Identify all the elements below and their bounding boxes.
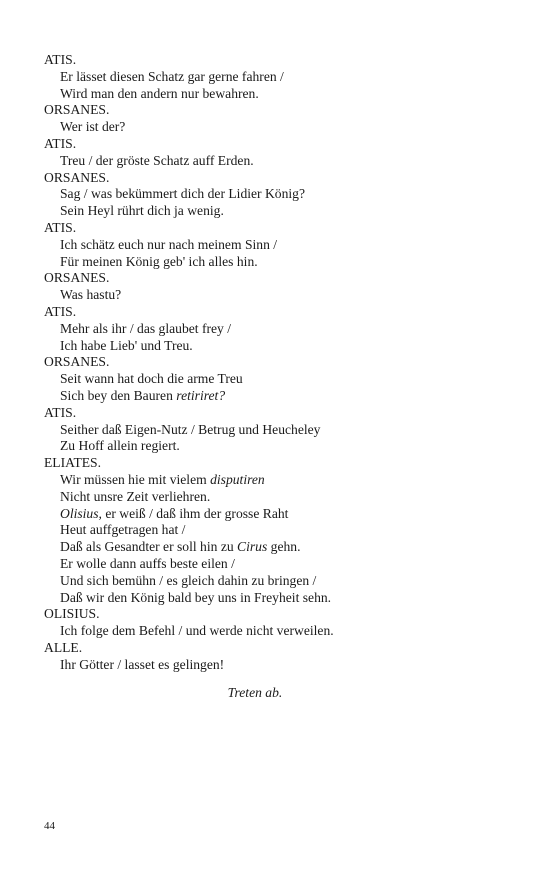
text-run: Und sich bemühn / es gleich dahin zu bringen /: [60, 572, 317, 588]
text-run: ORSANES.: [44, 169, 110, 185]
speaker-name: [44, 640, 514, 657]
verse-line: [44, 438, 514, 455]
verse-line: [44, 556, 514, 573]
speaker-name: [44, 136, 514, 153]
text-run: gehn.: [267, 539, 301, 555]
verse-line: [44, 153, 514, 170]
text-run: Was hastu?: [60, 287, 122, 303]
verse-line: [44, 203, 514, 220]
text-run: Nicht unsre Zeit verliehren.: [60, 488, 211, 504]
text-run: ORSANES.: [44, 270, 110, 286]
verse-line: [44, 388, 514, 405]
text-run: Ich folge dem Befehl / und werde nicht verweilen.: [60, 623, 334, 639]
text-run: Ihr Götter / lasset es gelingen!: [60, 656, 225, 672]
speaker-name: [44, 354, 514, 371]
verse-line: [44, 422, 514, 439]
speaker-name: [44, 102, 514, 119]
verse-line: [44, 573, 514, 590]
text-run: Ich habe Lieb' und Treu.: [60, 337, 193, 353]
speaker-name: [44, 606, 514, 623]
text-run: Ich schätz euch nur nach meinem Sinn /: [60, 236, 278, 252]
text-run: Er wolle dann auffs beste eilen /: [60, 555, 235, 571]
verse-line: [44, 522, 514, 539]
text-run: Er lässet diesen Schatz gar gerne fahren /: [60, 68, 284, 84]
verse-line: [44, 186, 514, 203]
text-run: Seither daß Eigen-Nutz / Betrug und Heucheley: [60, 421, 321, 437]
verse-line: [44, 623, 514, 640]
text-run: Mehr als ihr / das glaubet frey /: [60, 320, 232, 336]
speaker-name: [44, 270, 514, 287]
text-run: Daß wir den König bald bey uns in Freyheit sehn.: [60, 589, 332, 605]
verse-line: [44, 657, 514, 674]
page-text: [44, 52, 514, 702]
text-run: Sag / was bekümmert dich der Lidier König?: [60, 186, 305, 202]
verse-line: [44, 338, 514, 355]
text-run: ATIS.: [44, 219, 77, 235]
text-run: ATIS.: [44, 303, 77, 319]
verse-line: [44, 86, 514, 103]
text-run: Zu Hoff allein regiert.: [60, 438, 180, 454]
text-run: Seit wann hat doch die arme Treu: [60, 371, 243, 387]
verse-line: [44, 69, 514, 86]
text-run: Wer ist der?: [60, 119, 126, 135]
text-run: er weiß / daß ihm der grosse Raht: [101, 505, 289, 521]
speaker-name: [44, 455, 514, 472]
speaker-name: [44, 405, 514, 422]
text-run: ATIS.: [44, 52, 77, 67]
text-run: Heut auffgetragen hat /: [60, 522, 186, 538]
text-run: ATIS.: [44, 135, 77, 151]
page-number: 44: [44, 820, 55, 832]
text-run: Sein Heyl rührt dich ja wenig.: [60, 203, 224, 219]
text-run: ORSANES.: [44, 354, 110, 370]
speaker-name: [44, 220, 514, 237]
verse-line: [44, 489, 514, 506]
text-run: Sich bey den Bauren: [60, 387, 177, 403]
text-run: ALLE.: [44, 639, 83, 655]
stage-direction: Treten ab.: [227, 685, 283, 701]
verse-line: [44, 254, 514, 271]
italic-text: Olisius,: [60, 505, 102, 521]
text-run: ATIS.: [44, 404, 77, 420]
text-run: Treu / der gröste Schatz auff Erden.: [60, 152, 254, 168]
text-run: Für meinen König geb' ich alles hin.: [60, 253, 258, 269]
text-run: ELIATES.: [44, 455, 102, 471]
italic-text: disputiren: [210, 471, 265, 487]
speaker-name: [44, 304, 514, 321]
verse-block: [44, 52, 514, 673]
verse-line: [44, 590, 514, 607]
text-run: OLISIUS.: [44, 606, 100, 622]
verse-line: [44, 371, 514, 388]
text-run: Daß als Gesandter er soll hin zu: [60, 539, 238, 555]
speaker-name: [44, 170, 514, 187]
verse-line: [44, 287, 514, 304]
verse-line: [44, 237, 514, 254]
verse-line: [44, 321, 514, 338]
verse-line: [44, 472, 514, 489]
verse-line: [44, 506, 514, 523]
italic-text: Cirus: [237, 539, 268, 555]
verse-line: [44, 119, 514, 136]
text-run: ORSANES.: [44, 102, 110, 118]
text-run: Wir müssen hie mit vielem: [60, 471, 211, 487]
italic-text: retiriret?: [176, 387, 226, 403]
speaker-name: [44, 52, 514, 69]
text-run: Wird man den andern nur bewahren.: [60, 85, 259, 101]
verse-line: [44, 539, 514, 556]
